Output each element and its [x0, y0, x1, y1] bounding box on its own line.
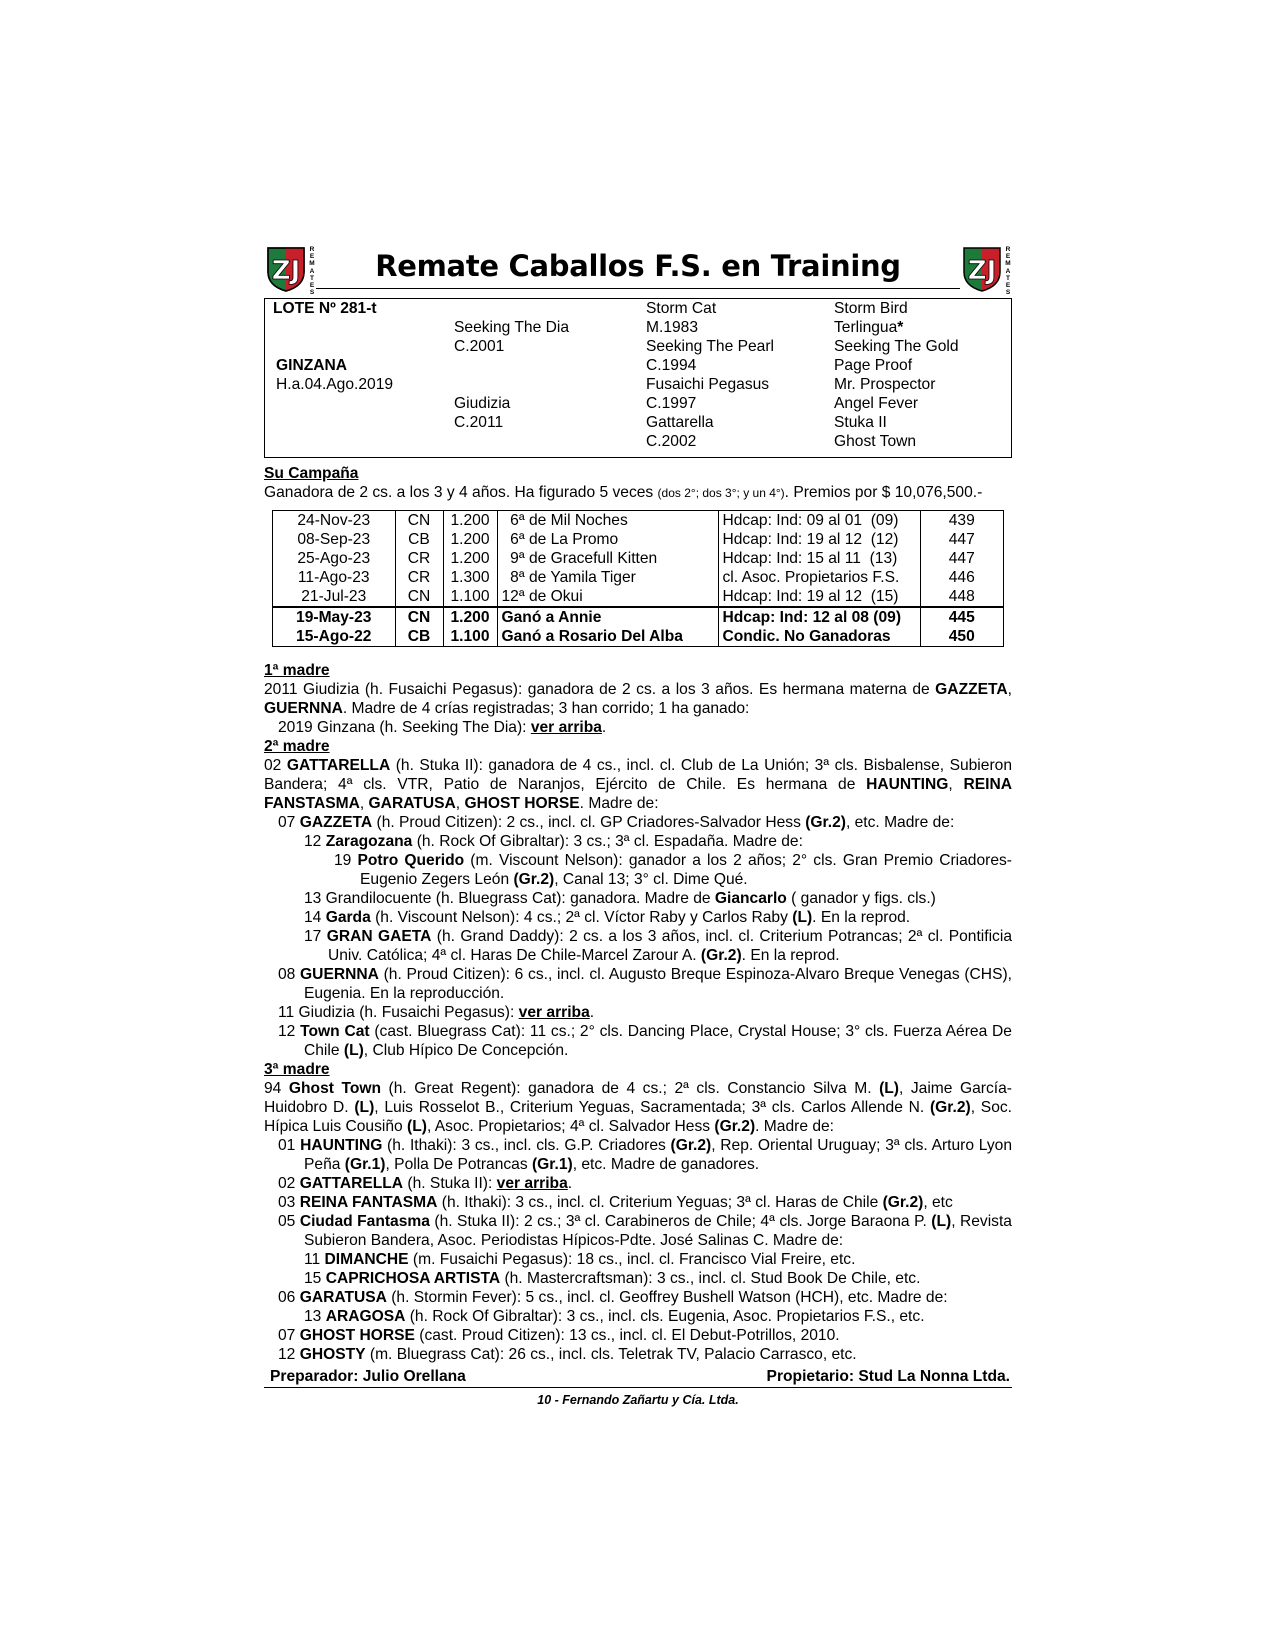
produce-entry: 11 DIMANCHE (m. Fusaichi Pegasus): 18 cs., incl. cl. Francisco Vial Freire, etc. [304, 1251, 856, 1268]
race-num: 447 [948, 550, 975, 567]
second-dam-section [264, 737, 1012, 1060]
first-dam-section [264, 661, 1012, 737]
race-track: CR [395, 549, 443, 568]
trainer: Preparador: Julio Orellana [270, 1368, 466, 1385]
third-dam-section [264, 1060, 1012, 1364]
zj-shield-icon [960, 244, 1004, 292]
race-dist: 1.200 [443, 530, 497, 549]
race-cond: Hdcap: Ind: 12 al 08 (09) [718, 607, 920, 627]
campaign-title: Su Campaña [264, 465, 359, 482]
race-dist: 1.100 [443, 627, 497, 646]
race-result: 12ª de Okui [497, 587, 718, 607]
produce-entry: 06 GARATUSA (h. Stormin Fever): 5 cs., incl. cl. Geoffrey Bushell Watson (HCH), etc. Madre de: [278, 1289, 948, 1306]
great-grandparent: Terlingua* [834, 319, 904, 336]
produce-entry: 01 HAUNTING (h. Ithaki): 3 cs., incl. cls. G.P. Criadores (Gr.2), Rep. Oriental Uruguay; 3ª cls. Arturo Lyon Peña (Gr.1), Polla De Potrancas (Gr.1), etc. Madre de ganadores. [278, 1137, 1012, 1173]
campaign-section [264, 464, 1012, 503]
great-grandparent: Angel Fever [834, 395, 919, 412]
race-track: CN [395, 607, 443, 627]
grandparent-name: Fusaichi Pegasus [646, 376, 770, 393]
produce-entry: 14 Garda (h. Viscount Nelson): 4 cs.; 2ª cl. Víctor Raby y Carlos Raby (L). En la reprod. [304, 909, 911, 926]
race-dist: 1.100 [443, 587, 497, 607]
campaign-summary: Ganadora de 2 cs. a los 3 y 4 años. Ha figurado 5 veces (dos 2°; dos 3°; y un 4°). Premios por $ 10,076,500.- [264, 484, 983, 501]
see-above-link[interactable]: ver arriba [496, 1175, 568, 1192]
credits-bar [264, 1367, 1012, 1388]
race-row [273, 530, 1003, 549]
pedigree-col-parents [454, 299, 646, 457]
dam-name: Giudizia [454, 395, 511, 412]
great-grandparent: Mr. Prospector [834, 376, 936, 393]
race-cond: Hdcap: Ind: 09 al 01 (09) [718, 511, 920, 530]
race-row [273, 587, 1003, 607]
zj-logo-right [960, 244, 1012, 297]
see-above-link[interactable]: ver arriba [518, 1004, 590, 1021]
race-cond: Hdcap: Ind: 15 al 11 (13) [718, 549, 920, 568]
sire-info: C.2001 [454, 338, 505, 355]
produce-entry: 12 Town Cat (cast. Bluegrass Cat): 11 cs.; 2° cls. Dancing Place, Crystal House; 3° cls. Fuerza Aérea De Chile (L), Club Hípico De Concepción. [278, 1023, 1012, 1059]
lot-number: LOTE Nº 281-t [273, 300, 377, 317]
second-dam-title: 2ª madre [264, 738, 330, 755]
great-grandparent: Ghost Town [834, 433, 917, 450]
race-num: 448 [920, 587, 1003, 607]
produce-entry: 02 GATTARELLA (h. Stuka II): ver arriba. [278, 1175, 573, 1192]
first-dam-produce: 2019 Ginzana (h. Seeking The Dia): ver arriba. [278, 719, 607, 736]
race-num: 446 [948, 569, 975, 586]
grandparent-name: Seeking The Pearl [646, 338, 775, 355]
pedigree-col-great-grandparents [834, 299, 1011, 457]
race-dist: 1.200 [443, 607, 497, 627]
produce-entry: 07 GHOST HORSE (cast. Proud Citizen): 13 cs., incl. cl. El Debut-Potrillos, 2010. [278, 1327, 840, 1344]
race-date: 25-Ago-23 [273, 549, 395, 568]
race-track: CB [395, 627, 443, 646]
grandparent-info: M.1983 [646, 319, 699, 336]
produce-entry: 13 Grandilocuente (h. Bluegrass Cat): ganadora. Madre de Giancarlo ( ganador y figs. cls.) [304, 890, 936, 907]
race-result: Ganó a Annie [497, 607, 718, 627]
race-date: 08-Sep-23 [273, 530, 395, 549]
race-row [273, 549, 1003, 568]
race-dist: 1.200 [443, 511, 497, 530]
logo-side-text: R E M A T E S [1005, 246, 1011, 297]
race-cond: Hdcap: Ind: 19 al 12 (15) [718, 587, 920, 607]
see-above-link[interactable]: ver arriba [530, 719, 602, 736]
great-grandparent: Storm Bird [834, 300, 908, 317]
great-grandparent: Seeking The Gold [834, 338, 959, 355]
logo-side-text: R E M A T E S [309, 246, 315, 297]
first-dam-text: 2011 Giudizia (h. Fusaichi Pegasus): ganadora de 2 cs. a los 3 años. Es hermana materna de GAZZETA, GUERNNA. Madre de 4 crías registradas; 3 han corrido; 1 ha ganado: [264, 681, 1012, 717]
race-date: 21-Jul-23 [273, 587, 395, 607]
win-row [273, 607, 1003, 627]
race-track: CN [395, 587, 443, 607]
third-dam-title: 3ª madre [264, 1061, 330, 1078]
race-track: CB [395, 530, 443, 549]
produce-entry: 15 CAPRICHOSA ARTISTA (h. Mastercraftsman): 3 cs., incl. cl. Stud Book De Chile, etc. [304, 1270, 921, 1287]
race-dist: 1.300 [443, 568, 497, 587]
race-result: 6ª de La Promo [497, 530, 718, 549]
zj-shield-icon [264, 244, 308, 292]
race-date: 19-May-23 [273, 607, 395, 627]
race-row [273, 511, 1003, 530]
race-record-table [272, 510, 1004, 647]
horse-name: GINZANA [276, 357, 348, 374]
produce-entry: 13 ARAGOSA (h. Rock Of Gibraltar): 3 cs., incl. cls. Eugenia, Asoc. Propietarios F.S., etc. [304, 1308, 925, 1325]
race-cond: cl. Asoc. Propietarios F.S. [718, 568, 920, 587]
svg-text:ZJ: ZJ [271, 256, 301, 286]
race-num: 445 [948, 609, 975, 626]
sire-name: Seeking The Dia [454, 319, 570, 336]
pedigree-box [264, 298, 1012, 458]
grandparent-info: C.2002 [646, 433, 697, 450]
produce-entry: 05 Ciudad Fantasma (h. Stuka II): 2 cs.; 3ª cl. Carabineros de Chile; 4ª cls. Jorge Baraona P. (L), Revista Subieron Bandera, Asoc. Periodistas Hípicos-Pdte. José Salinas C. Madre de: [278, 1213, 1012, 1249]
dam-info: C.2011 [454, 414, 504, 431]
grandparent-info: C.1997 [646, 395, 697, 412]
race-cond: Condic. No Ganadoras [718, 627, 920, 646]
race-num: 439 [948, 512, 975, 529]
catalog-page [264, 244, 1012, 1410]
header [264, 244, 1012, 298]
header-divider [316, 288, 960, 289]
race-result: 6ª de Mil Noches [497, 511, 718, 530]
race-date: 15-Ago-22 [273, 627, 395, 646]
produce-entry: 03 REINA FANTASMA (h. Ithaki): 3 cs., incl. cl. Criterium Yeguas; 3ª cl. Haras de Chile (Gr.2), etc [278, 1194, 953, 1211]
race-num: 447 [948, 531, 975, 548]
race-cond: Hdcap: Ind: 19 al 12 (12) [718, 530, 920, 549]
race-result: Ganó a Rosario Del Alba [497, 627, 718, 646]
pedigree-col-horse [272, 299, 454, 457]
produce-entry: 17 GRAN GAETA (h. Grand Daddy): 2 cs. a los 3 años, incl. cl. Criterium Potrancas; 2ª cl. Pontificia Univ. Católica; 4ª cl. Haras De Chile-Marcel Zarour A. (Gr.2). En la reprod. [304, 928, 1012, 964]
grandparent-info: C.1994 [646, 357, 697, 374]
svg-text:ZJ: ZJ [967, 256, 997, 286]
grandparent-name: Gattarella [646, 414, 714, 431]
race-result: 9ª de Gracefull Kitten [497, 549, 718, 568]
produce-entry: 07 GAZZETA (h. Proud Citizen): 2 cs., incl. cl. GP Criadores-Salvador Hess (Gr.2), etc. Madre de: [278, 814, 955, 831]
win-row [273, 627, 1003, 646]
race-row [273, 568, 1003, 587]
great-grandparent: Stuka II [834, 414, 887, 431]
produce-entry: 12 GHOSTY (m. Bluegrass Cat): 26 cs., incl. cls. Teletrak TV, Palacio Carrasco, etc. [278, 1346, 857, 1363]
race-date: 11-Ago-23 [273, 568, 395, 587]
race-dist: 1.200 [443, 549, 497, 568]
pedigree-col-grandparents [646, 299, 834, 457]
page-footer: 10 - Fernando Zañartu y Cía. Ltda. [537, 1393, 739, 1407]
great-grandparent: Page Proof [834, 357, 913, 374]
third-dam-intro: 94 Ghost Town (h. Great Regent): ganadora de 4 cs.; 2ª cls. Constancio Silva M. (L), Jaime García-Huidobro D. (L), Luis Rosselot B., Criterium Yeguas, Sacramentada; 3ª cls. Carlos Allende N. (Gr.2), Soc. Hípica Luis Cousiño (L), Asoc. Propietarios; 4ª cl. Salvador Hess (Gr.2). Madre de: [264, 1080, 1012, 1135]
race-result: 8ª de Yamila Tiger [497, 568, 718, 587]
zj-logo-left [264, 244, 316, 297]
produce-entry: 08 GUERNNA (h. Proud Citizen): 6 cs., incl. cl. Augusto Breque Espinoza-Alvaro Breque Venegas (CHS), Eugenia. En la reproducción. [278, 966, 1012, 1002]
produce-entry: 19 Potro Querido (m. Viscount Nelson): ganador a los 2 años; 2° cls. Gran Premio Criadores-Eugenio Zegers León (Gr.2), Canal 13; 3° cl. Dime Qué. [334, 852, 1012, 888]
horse-info: H.a.04.Ago.2019 [276, 376, 394, 393]
race-track: CR [395, 568, 443, 587]
first-dam-title: 1ª madre [264, 662, 330, 679]
second-dam-intro: 02 GATTARELLA (h. Stuka II): ganadora de 4 cs., incl. cl. Club de La Unión; 3ª cls. Bisbalense, Subieron Bandera; 4ª cls. VTR, Patio de Naranjos, Ejército de Chile. Es hermana de HAUNTING, REINA FANSTASMA, GARATUSA, GHOST HORSE. Madre de: [264, 757, 1013, 812]
owner: Propietario: Stud La Nonna Ltda. [766, 1368, 1010, 1385]
page-title: Remate Caballos F.S. en Training [375, 249, 901, 283]
grandparent-name: Storm Cat [646, 300, 717, 317]
race-num: 450 [948, 628, 975, 645]
race-date: 24-Nov-23 [273, 511, 395, 530]
produce-entry: 11 Giudizia (h. Fusaichi Pegasus): ver arriba. [278, 1004, 595, 1021]
race-track: CN [395, 511, 443, 530]
produce-entry: 12 Zaragozana (h. Rock Of Gibraltar): 3 cs.; 3ª cl. Espadaña. Madre de: [304, 833, 803, 850]
